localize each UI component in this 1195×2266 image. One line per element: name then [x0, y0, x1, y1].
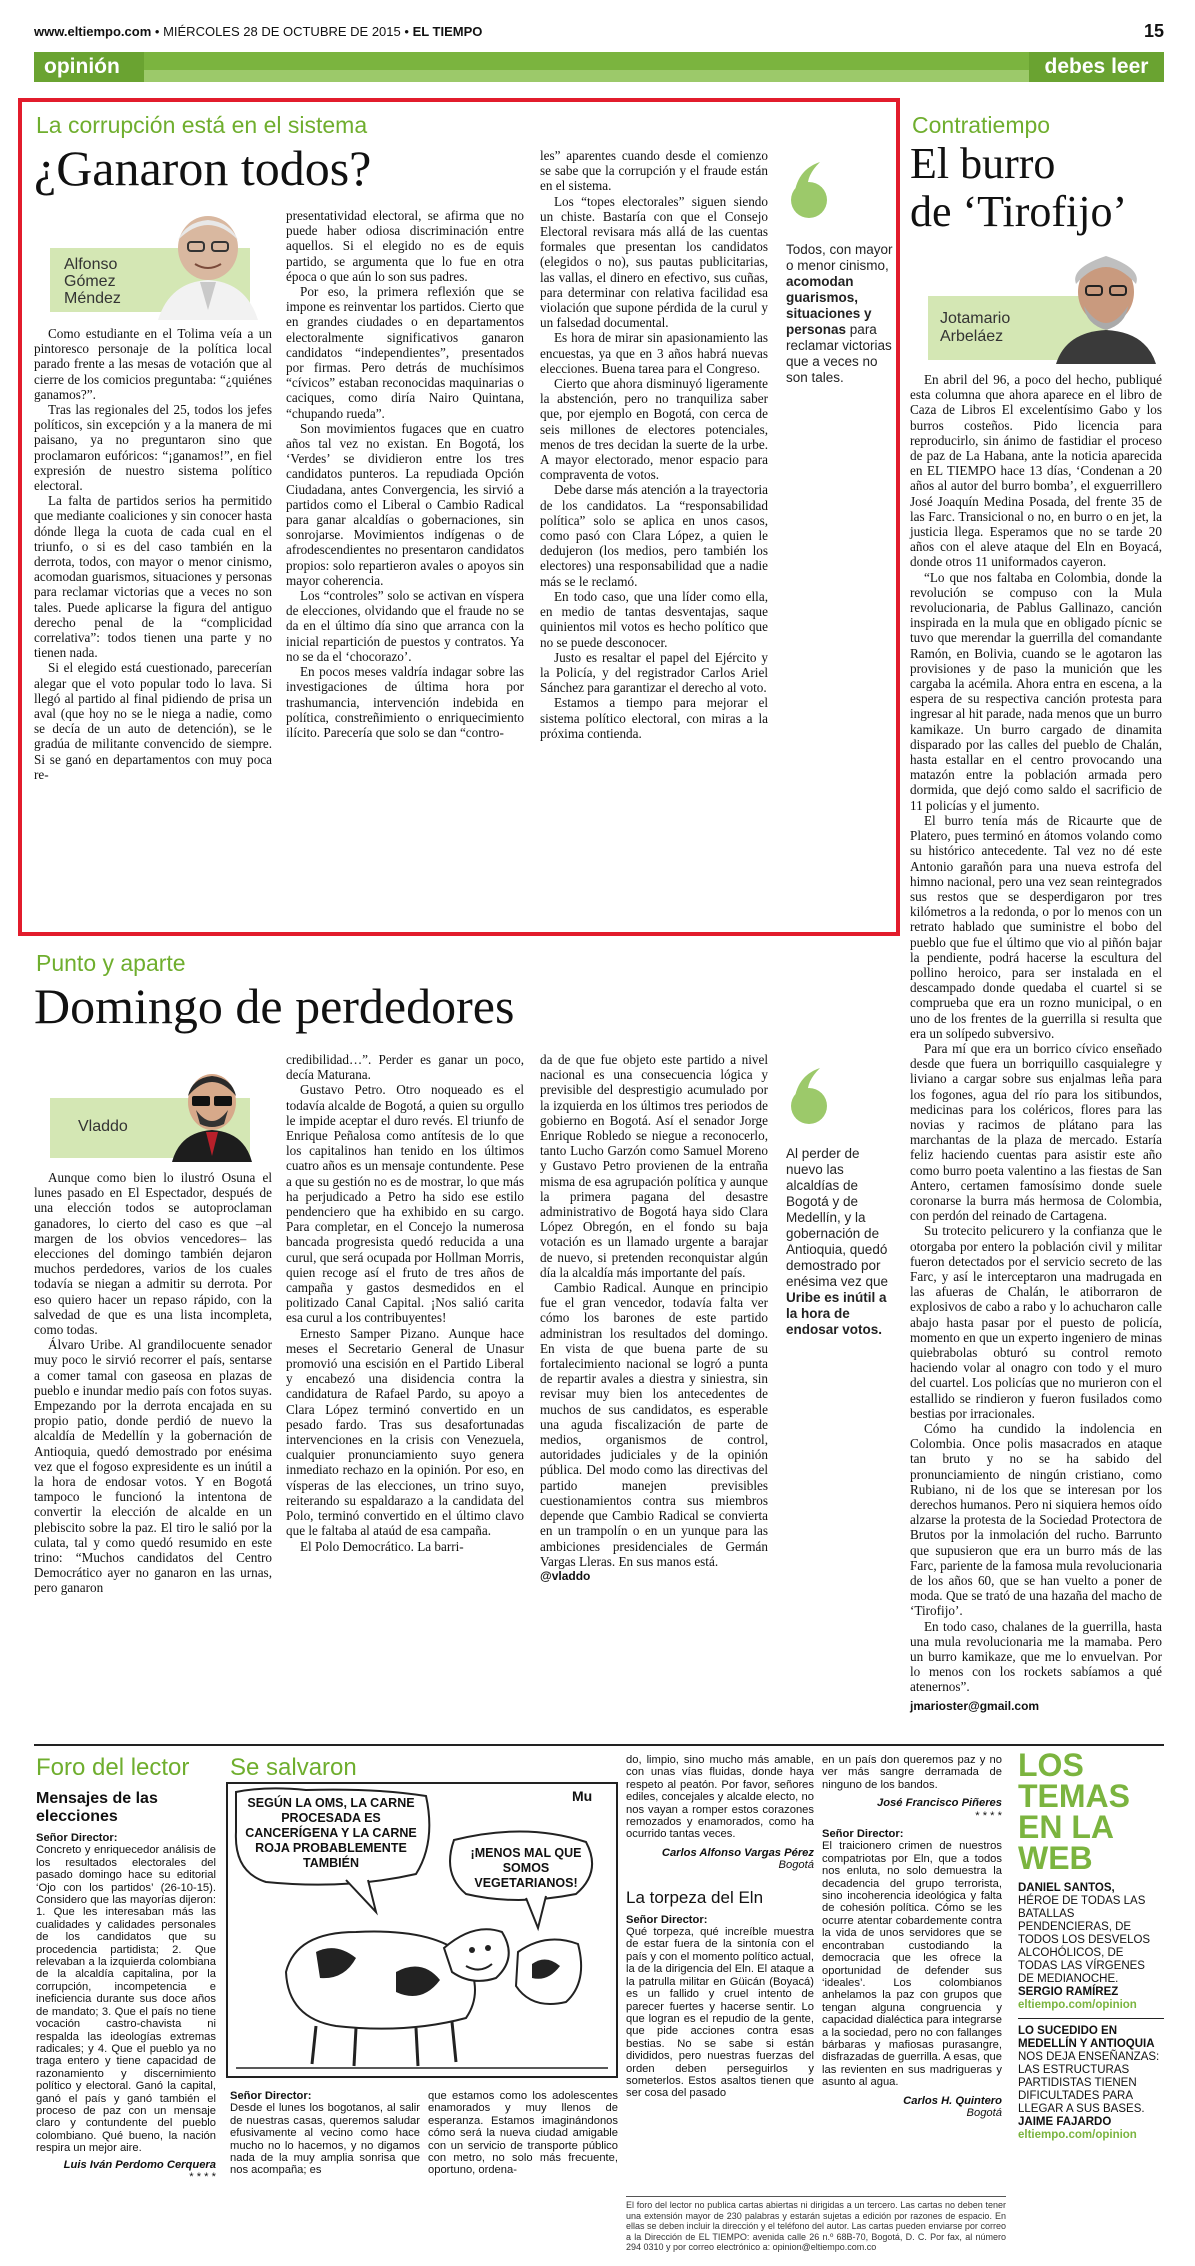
pull-quote	[786, 1146, 896, 1338]
web-topic-head: LO SUCEDIDO EN MEDELLÍN Y ANTIOQUIA	[1018, 2025, 1155, 2050]
web-topic-author: JAIME FAJARDO	[1018, 2116, 1112, 2128]
web-topic-body: HÉROE DE TODAS LAS BATALLAS PENDENCIERAS, DE TODOS LOS DESVELOS ALCOHÓLICOS, DE TODAS LAS VÍRGENES DE MEDIANOCHE.	[1018, 1895, 1151, 1985]
section-tab: opinión	[34, 52, 144, 82]
divider	[1018, 2018, 1164, 2019]
web-topic-link[interactable]: eltiempo.com/opinion	[1018, 1999, 1137, 2011]
page-header	[34, 21, 1164, 48]
paragraph: Álvaro Uribe. Al grandilocuente senador muy poco le sirvió recorrer el país, sentarse a comer tamal con gaseosa en plazas de pueblo e inundar medio país con fotos suyas. Empezando por la derrota encajada en su propio patio, donde perdió de nuevo la alcaldía de Medellín y la gobernación de Antioquia, quedó demostrado por enésima vez que el fogoso expresidente es un inútil a la hora de endosar votos. Y en Bogotá tampoco le funcionó la intentona de convertir la elección de alcalde en un plebiscito sobre la paz. El tiro le salió por la culata, tal y como quedó resumido en este trino: “Muchos candidatos del Centro Democrático ayer no ganaron en las urnas, pero ganaron	[34, 1337, 272, 1596]
article-title: ¿Ganaron todos?	[34, 140, 372, 196]
author-email[interactable]: jmarioster@gmail.com	[910, 1698, 1040, 1713]
paragraph: En abril del 96, a poco del hecho, publiqué esta columna que ahora aparece en el libro de Caza de Libros El excelentísimo Gabo y los burros costeños. Pido licencia para reproducirlo, sin ánimo de fastidiar el proceso de paz de La Habana, ante la noticia aparecida en EL TIEMPO hace 13 días, ‘Condenan a 20 años al autor del burro bomba’, el exguerrillero José Joaquín Medina Posada, del frente 35 de las Farc. Transicional o no, en burro o en jet, la justicia llega. Esperamos que no se tarde 20 años con el aleve ataque del Eln en Boyacá, donde otros 11 uniformados cayeron.	[910, 372, 1162, 570]
quote-mark-icon	[786, 1066, 832, 1126]
letter-body: que estamos como los adolescentes enamorados y muy llenos de esperanza. Estamos imaginándonos cómo será la nueva ciudad amigable con un servicio de transporte público con metro, no solo más frecuente, oportuno, ordena-	[428, 2090, 618, 2177]
letter-signature: Carlos Alfonso Vargas Pérez	[661, 1846, 814, 1859]
paragraph: Los “topes electorales” siguen siendo un chiste. Bastaría con que el Consejo Electoral revisara más allá de las cuentas formales que presentan los candidatos (elegidos o no), sus pautas publicitarias, las vallas, el dinero en efectivo, sus cuñas, para determinar con relativa facilidad esa violación que supone pérdida de la curul y un falsedad documental.	[540, 193, 768, 331]
paragraph: Son movimientos fugaces que en cuatro años tal vez no existan. En Bogotá, los ‘Verdes’ se dividieron entre los tres candidatos punteros. La repudiada Opción Ciudadana, antes Convergencia, les sirvió a partidos como el Liberal o Cambio Radical para ganar alcaldías o gobernaciones, sin sonrojarse. Movimientos indígenas o de afrodescendientes no presentaron candidatos propios: solo repartieron avales o apoyos sin mayor coherencia.	[286, 420, 524, 588]
title-line: EN LA	[1018, 1809, 1114, 1845]
web-topic-author: SERGIO RAMÍREZ	[1018, 1986, 1119, 1998]
letter-salutation: Señor Director:	[230, 2090, 312, 2102]
web-topics-title	[1018, 1747, 1164, 1876]
paragraph: Es hora de mirar sin apasionamiento las encuestas, ya que en 3 años habrá nuevas elecciones. Buena tarea para el Congreso.	[540, 330, 768, 376]
site-url[interactable]: www.eltiempo.com	[34, 24, 152, 39]
quote-mark-icon	[786, 160, 832, 220]
article-column	[910, 372, 1162, 1714]
letter-stars: * * * *	[189, 2170, 216, 2183]
section-bar-line	[34, 70, 1164, 82]
paragraph: Cómo ha cundido la indolencia en Colombia. Once polis masacrados en ataque tan bruto y no se ha sabido del pronunciamiento de ningún cristiano, como Rubiano, ni de los que se interesan por los derechos humanos. Pero ni siquiera hemos oído alzarse la protesta de la Sociedad Protectora de Brutos por la inmolación del rucho. Barrunto que supusieron que era un burro más de las Farc, pariente de la famosa mula revolucionaria de los años 60, que se han vuelto a poner de moda. Que se trató de una hazaña del macho de ‘Tirofijo’.	[910, 1421, 1162, 1619]
title-line: de ‘Tirofijo’	[910, 187, 1128, 236]
title-line: LOS	[1018, 1747, 1084, 1783]
letter-salutation: Señor Director:	[822, 1828, 904, 1841]
letter-heading: Mensajes de las elecciones	[36, 1790, 158, 1825]
paragraph: El burro tenía más de Ricaurte que de Platero, pues terminó en átomos volando como su histórico antecedente. Tal vez no dé este Antonio garañón para una nueva estrofa del himno nacional, pero una vez sean reintegrados sus restos que se desperdigaron por tres kilómetros a la redonda, o por lo menos con un retrato hablado que suministre el bobo del pueblo que fue el último que vio al piñón bajar la pendiente, podrá hacerse la escultura del pollino heroico, para ser instalada en el descampado donde quedaba el cuartel si se comprueba que era un rozno municipal, o en uno de los frentes de la guerrilla si resulta que era un solípedo subversivo.	[910, 812, 1162, 1041]
cartoon-letter-col2	[428, 2090, 618, 2177]
paragraph: les” aparentes cuando desde el comienzo se sabe que la corrupción y el fraude están en el sistema.	[540, 148, 768, 194]
paragraph: Gustavo Petro. Otro noqueado es el todavía alcalde de Bogotá, a quien su orgullo le impide aceptar el duro revés. El triunfo de Enrique Peñalosa como antítesis de lo que los capitalinos han tenido en los últimos cuatro años es un mensaje contundente. Pese a que su gestión no es de mostrar, lo que más ha perjudicado a Petro ha sido ese estilo pendenciero que ha exhibido en su cargo. Para completar, en el Concejo la numerosa bancada progresista quedó reducida a una curul, que será ocupada por Hollman Morris, quien recoge así el fruto de tres años de campaña y gastos desmedidos en el politizado Canal Capital. ¡Nos salió carita esa curul a los contribuyentes!	[286, 1082, 524, 1326]
paragraph: La falta de partidos serios ha permitido que mediante coaliciones y sin conocer hasta dónde llega la cuota de cada cual en el triunfo, o si es del caso también en la derrota, todos, con mayor o menor cinismo, acomodan guarismos, situaciones y personas para reclamar victorias que a veces no son tales. Puede aplicarse la figura del antiguo derecho penal de la “complicidad correlativa”: todos tienen una parte y no tienen nada.	[34, 493, 272, 661]
paragraph: Justo es resaltar el papel del Ejército y la Policía, y del registrador Carlos Ariel Sánchez para garantizar el derecho al voto.	[540, 649, 768, 696]
header-separator: •	[154, 24, 164, 39]
paragraph: Como estudiante en el Tolima veía a un pintoresco personaje de la política local parado frente a las mesas de votación que al cierre de los comicios preguntaba: “¿quiénes ganamos?”.	[34, 326, 272, 402]
paragraph: Aunque como bien lo ilustró Osuna el lunes pasado en El Espectador, después de una elección todos se autoproclaman ganadores, lo cierto del caso es que –al margen de los obvios vencedores– las elecciones del domingo también dejaron muchos perdedores, varios de los cuales todavía se niegan a admitir su derrota. Por eso quiero hacer un repaso rápido, con la salvedad de que es una lista incompleta, como todas.	[34, 1170, 272, 1338]
pull-quote-text: para reclamar victorias que a veces no son tales.	[786, 322, 892, 385]
web-topic-body: NOS DEJA ENSEÑANZAS: LAS ESTRUCTURAS PARTIDISTAS TIENEN DIFICULTADES PARA LLEGAR A SUS BASES.	[1018, 2051, 1160, 2115]
paragraph: credibilidad…”. Perder es ganar un poco, decía Maturana.	[286, 1052, 524, 1083]
letter-body: Desde el lunes los bogotanos, al salir de nuestras casas, queremos saludar efusivamente al vecino como hace mucho no lo hacemos, y no digamos nada de la muy amplia sonrisa que nos acompaña; es	[230, 2102, 420, 2177]
letter-body: El traicionero crimen de nuestros compatriotas por Eln, que a todos nos enluta, no solo demuestra la decadencia del grupo terrorista, sino incoherencia ideológica y falta de cohesión política. Cómo se les ocurre atentar cobardemente contra la vida de unos servidores que se encontraban custodiando la democracia que les ofrece la oportunidad de defender sus ‘ideales’. Los colombianos anhelamos la paz con grupos que tengan alguna congruencia y capacidad dialéctica para integrarse a la sociedad, pero no con fallanges bárbaras y mafiosas purasangre, disfrazadas de guerrilla. A esas, que las revienten en sus madrigueras y asunto al agua.	[822, 1840, 1002, 2089]
header-paper: EL TIEMPO	[412, 24, 483, 39]
paragraph: Cierto que ahora disminuyó ligeramente la abstención, pero no tranquiliza saber que, por ejemplo en Bogotá, con cerca de seis millones de electores potenciales, menos de tres decidan la suerte de la urbe. A mayor electorado, menor espacio para compraventa de votos.	[540, 376, 768, 483]
pull-quote	[786, 242, 896, 386]
paragraph: En todo caso, que una líder como ella, en medio de tantas desventajas, saque quinientos mil votos es hecho político que no se puede desconocer.	[540, 588, 768, 650]
title-line: El burro	[910, 139, 1056, 188]
paragraph: Estamos a tiempo para mejorar el sistema político electoral, con miras a la próxima contienda.	[540, 695, 768, 741]
letter-city: Bogotá	[966, 2106, 1002, 2119]
paragraph: Si el elegido está cuestionado, parecerían alegar que el voto popular todo lo lava. Si llegó al partido al final pidiendo de prisa un aval (que hoy no se le niega a nadie, como se decía de un auto de detención), se le gradúa de militante convencido de siempre. Si se ganó en departamentos con muy poca re-	[34, 660, 272, 782]
title-line: WEB	[1018, 1840, 1093, 1876]
article-kicker: Punto y aparte	[36, 950, 186, 976]
letter-body: Qué torpeza, qué increíble muestra de estar fuera de la sintonía con el país y con el momento político actual, la de la dirigencia del Eln. El ataque a la patrulla militar en Güicán (Boyacá) es un fallido y cruel intento de parecer fuertes y hacerse sentir. Lo que logran es el repudio de la gente, que pide acciones contra esas bestias. No se sabe si están divididos, pero nuestras fuerzas del orden deben perseguirlos y someterlos. Estos asaltos tienen que ser cosa del pasado	[626, 1926, 814, 2100]
cartoon-title: Se salvaron	[230, 1754, 357, 1781]
letter-signature: José Francisco Piñeres	[877, 1797, 1002, 1810]
section-bar	[34, 52, 1164, 82]
paragraph: En pocos meses valdría indagar sobre las investigaciones de última hora por trashumancia, intervención indebida en política, constreñimiento o enriquecimiento ilícito. Parecería que solo se dan “contro-	[286, 664, 524, 740]
header-date: MIÉRCOLES 28 DE OCTUBRE DE 2015	[163, 24, 401, 39]
letter-signature: Carlos H. Quintero	[903, 2094, 1002, 2107]
article-kicker: Contratiempo	[912, 112, 1051, 138]
web-topic-link[interactable]: eltiempo.com/opinion	[1018, 2129, 1137, 2141]
foro-footnote: El foro del lector no publica cartas abiertas ni dirigidas a un tercero. Las cartas no deben tener una extensión mayor de 230 palabras y estarán sujetas a edición por razones de espacio. En ellas se deben incluir la dirección y el teléfono del autor. Las cartas pueden enviarse por correo a la Dirección de EL TIEMPO: avenida calle 26 n.º 68B-70, Bogotá, D. C. Por fax, al número 294 0310 y por correo electrónico a: opinion@eltiempo.com.co	[626, 2196, 1006, 2253]
paragraph: Su trotecito pelicurero y la confianza que le otorgaba por entero la población civil y militar fueron detectados por el servicio secreto de las Farc, y así le interceptaron una madrugada en las afueras de Chalán, le atiborraron de explosivos de cabo a rabo y lo achucharon calle abajo hasta pasar por el puesto de policía, momento en que un experto ingeniero de minas quiebrabolas obturó su control remoto haciendo volar al onagro con todo y el muro del cuartel. Los policías que no murieron con el estallido se rindieron y fueron fusilados como bestias por irracionales.	[910, 1223, 1162, 1421]
letter-column-4	[822, 1754, 1002, 2119]
foro-title: Foro del lector	[36, 1754, 190, 1781]
pull-quote-bold: acomodan guarismos, situaciones y personas	[786, 274, 872, 337]
paragraph: da de que fue objeto este partido a nivel nacional es una consecuencia lógica y previsible del desprestigio acumulado por la izquierda en los últimos tres periodos de gobierno en Bogotá. Así el senador Jorge Enrique Robledo se niegue a reconocerlo, tanto Lucho Garzón como Samuel Moreno y Gustavo Petro provienen de la entraña misma de esa agrupación política y aunque la primera pagana del desastre administrativo de Bogotá haya sido Clara López Obregón, en el fondo su baja votación es un llamado urgente a barajar de nuevo, si pretenden reconquistar algún día la alcaldía más importante del país.	[540, 1052, 768, 1280]
article-column-2	[286, 208, 524, 740]
paragraph: presentatividad electoral, se afirma que no puede haber odiosa discriminación entre aquellos. Si el elegido no es de equis partido, se argumenta que lo fue en otra época o que aún lo son sus padres.	[286, 208, 524, 284]
article-title: Domingo de perdedores	[34, 978, 515, 1034]
article-kicker: La corrupción está en el sistema	[36, 112, 368, 138]
author-photo	[162, 1066, 262, 1162]
web-topics	[1018, 1747, 1164, 2142]
paragraph: Cambio Radical. Aunque en principio fue el gran vencedor, todavía falta ver cómo los barones de este partido administran los resultados del domingo. En vista de que buena parte de su fortalecimiento nacional se logró a punta de repartir avales a diestra y siniestra, sin revisar muy bien los antecedentes de muchos de sus candidatos, es esperable una aguda fiscalización de parte de medios, organismos de control, autoridades judiciales y de la opinión pública. Del modo como las directivas del partido manejen previsibles cuestionamientos contra sus miembros depende que Cambio Radical se convierta en un trampolín o en un yunque para las ambiciones presidenciales de Germán Vargas Lleras. En sus manos está.	[540, 1280, 768, 1569]
article-column-1	[34, 326, 272, 782]
section-right-tab: debes leer	[1029, 52, 1164, 82]
speech-bubble-2: ¡MENOS MAL QUE SOMOS VEGETARIANOS!	[470, 1846, 582, 1890]
paragraph: En todo caso, chalanes de la guerrilla, hasta una mula revolucionaria me la mamaba. Pero un burro kamikaze, que me lo envuelvan. Por lo menos con los rockets sabíamos a qué atenernos”.	[910, 1618, 1162, 1695]
title-line: TEMAS	[1018, 1778, 1130, 1814]
foro-column	[36, 1790, 216, 2183]
author-photo	[150, 210, 265, 320]
paragraph: “Lo que nos faltaba en Colombia, donde la revolución se compuso con la Mula revolucionaria, de Pablus Gallinazo, canción inspirada en la mula que en obligado pícnic se tuvo que merendar la guerrilla del comandante Ramón, en Bolivia, cuando se le agotaron las provisiones y de paso la munición que les cargaba la acémila. Ahora entra en escena, a la espera de su respectiva canción protesta para ingresar al hit parade, nada menos que un burro kamikaze. Un burro cargado de dinamita disparado por las calles del pueblo de Chalán, hasta estallar en el centro provocando una matazón entre la población armada pero dormida, que dejó como saldo el sacrificio de 11 policías y el jumento.	[910, 569, 1162, 813]
paragraph: Por eso, la primera reflexión que se impone es reinventar los partidos. Cierto que en grandes ciudades o en departamentos electoralmente significativos ganaron candidatos “independientes”, presentados por firmas. Pero detrás de muchísimos “cívicos” estaban reconocidas maquinarias o caciques, como diría Nairo Quintana, “chupando rueda”.	[286, 284, 524, 421]
twitter-handle[interactable]: @vladdo	[540, 1568, 591, 1583]
paragraph: Los “controles” solo se activan en víspera de elecciones, olvidando que el fraude no se da en el último día sino que arranca con la inicial repartición de puestos y contratos. Ya no se da el ‘chocorazo’.	[286, 588, 524, 664]
web-topic-head: DANIEL SANTOS,	[1018, 1882, 1115, 1894]
paragraph: Debe darse más atención a la trayectoria de los candidatos. La “responsabilidad política” solo se aplica en unos casos, como pasó con Clara López, a quien le dedujeron (los medios, pero también los electores) una responsabilidad que a nadie más se le reclamó.	[540, 482, 768, 589]
letter-body: do, limpio, sino mucho más amable, con unas vías fluidas, donde haya respeto al peatón. Por favor, señores ediles, concejales y alcalde electo, no nos vayan a romper estos corazones remozados y enamorados, como ha ocurrido tantas veces.	[626, 1754, 814, 1841]
page-number: 15	[1143, 21, 1164, 41]
letter-body: en un país don queremos paz y no ver más sangre derramada de ninguno de los bandos.	[822, 1754, 1002, 1791]
header-separator: •	[404, 24, 413, 39]
cartoon-letter-col1	[230, 2090, 420, 2177]
web-topic-item[interactable]	[1018, 1882, 1164, 2012]
paragraph: Ernesto Samper Pizano. Aunque hace meses el Secretario General de Unasur promovió una escisión en el Partido Liberal y encabezó una disidencia contra la candidatura de Rafael Pardo, su apoyo a Clara López terminó convertido en un pesado fardo. Tras sus desafortunadas intervenciones en la crisis con Venezuela, cualquier pronunciamiento suyo genera inmediato rechazo en la opinión. Por eso, en vísperas de las elecciones, un trino suyo, reiterando su espaldarazo a la candidata del Polo, terminó convertido en el último clavo que le faltaba al ataúd de esa campaña.	[286, 1325, 524, 1539]
letter-heading: La torpeza del Eln	[626, 1887, 764, 1907]
speech-bubble-1: SEGÚN LA OMS, LA CARNE PROCESADA ES CANCERÍGENA Y LA CARNE ROJA PROBABLEMENTE TAMBIÉN	[245, 1796, 417, 1870]
author-name: Alfonso Gómez Méndez	[64, 256, 121, 307]
article-column-3	[540, 148, 768, 741]
letter-body: Concreto y enriquecedor análisis de los resultados electorales del pasado domingo hace su editorial ‘Ojo con los partidos’ (26-10-15). Considero que las mayorías dijeron: 1. Que les interesaban más las cualidades y calidades personales de los candidatos que su procedencia partidista; 2. Que relevaban a la izquierda colombiana de la alcaldía capitalina, por la corrupción, incompetencia e ineficiencia durante sus doce años de mandato; 3. Que el país no tiene vocación castro-chavista ni respalda las ideologías extremas radicales; y 4. Que el pueblo ya no traga entero y tiene capacidad de razonamiento y discernimiento político y electoral. Ganó la capital, ganó el país y ganó también el proceso de paz con un mensaje claro y contundente del pueblo colombiano. Qué bueno, la nación respira un mejor aire.	[36, 1844, 216, 2155]
pull-quote-bold: Uribe es inútil a la hora de endosar votos.	[786, 1290, 887, 1337]
paragraph: Para mí que era un borrico cívico enseñado desde que fuera un borriquillo casquialegre y liviano a cargar sobre sus enjalmas leña para los fogones, agua del río para los sitibundos, medicinas para los coléricos, flores para las novias y racimos de plátano para las marchantas de la plaza de mercado. Estaría feliz haciendo cuentas para asistir este año como burro poeta valentino a las fiestas de San Antero, certamen famosísimo donde suele coronarse la burra más hermosa de Colombia, con perdón del reinado de Cartagena.	[910, 1040, 1162, 1224]
article-title	[910, 140, 1127, 236]
letter-signature: Luis Iván Perdomo Cerquera	[63, 2158, 216, 2171]
article-column-2	[286, 1052, 524, 1554]
web-topic-item[interactable]	[1018, 2025, 1164, 2142]
section-divider	[34, 1744, 1164, 1746]
letter-salutation: Señor Director:	[36, 1832, 118, 1844]
pull-quote-text: Todos, con mayor o menor cinismo,	[786, 242, 893, 273]
letter-city: Bogotá	[778, 1859, 814, 1872]
author-photo	[1050, 250, 1160, 364]
letter-column-3	[626, 1754, 814, 2100]
article-column-3	[540, 1052, 768, 1584]
author-name: Vladdo	[78, 1118, 128, 1135]
letter-salutation: Señor Director:	[626, 1913, 708, 1926]
paragraph: El Polo Democrático. La barri-	[300, 1538, 464, 1554]
letter-stars: * * * *	[975, 1809, 1002, 1822]
author-name: Jotamario Arbeláez	[940, 310, 1011, 345]
moo-text: Mu	[572, 1788, 593, 1804]
pull-quote-text: Al perder de nuevo las alcaldías de Bogotá y de Medellín, y la gobernación de Antioquia, quedó demostrado por enésima vez que	[786, 1146, 889, 1289]
paragraph: Tras las regionales del 25, todos los jefes políticos, sin excepción y a la manera de mi paisano, ya no preguntaron sino que proclamaron eufóricos: “¡ganamos!”, en fiel expresión de nuestro sistema político electoral.	[34, 402, 272, 494]
article-column-1	[34, 1170, 272, 1596]
